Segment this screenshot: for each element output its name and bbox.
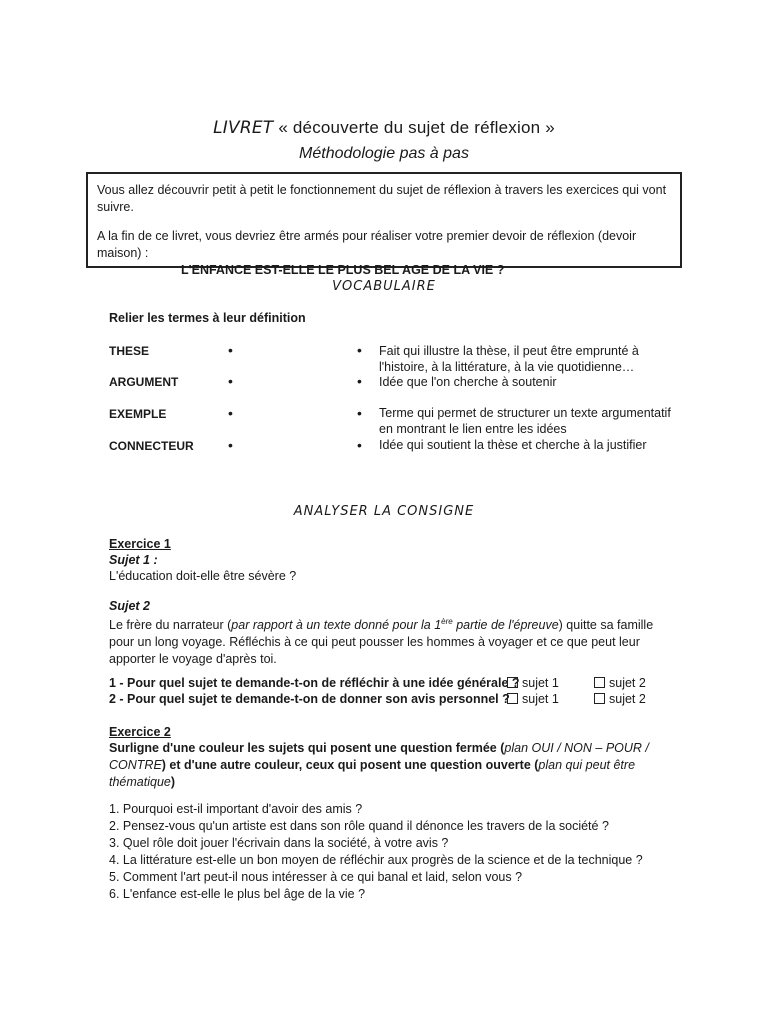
definition-bullet: •: [357, 342, 362, 358]
exercise-title: Exercice 2: [109, 725, 171, 739]
vocab-definition: Idée qui soutient la thèse et cherche à la justifier: [379, 438, 647, 452]
subject-text: L'éducation doit-elle être sévère ?: [109, 569, 297, 583]
vocab-term: THESE: [109, 344, 150, 358]
checkbox-icon: [594, 693, 605, 704]
subject-text: Le frère du narrateur (par rapport à un texte donné pour la 1ère partie de l'épreuve) quitte sa famille pour un long voyage. Réfléchis à ce qui peut pousser les hommes à voyager et ce que peut leur apporter le voyage d'après toi.: [109, 617, 654, 667]
term-bullet: •: [228, 437, 233, 453]
section-heading-analyser: ANALYSER LA CONSIGNE: [293, 504, 475, 519]
vocab-definition: Fait qui illustre la thèse, il peut être emprunté à l'histoire, à la littérature, à la vie quotidienne…: [379, 344, 639, 374]
question-list: [109, 801, 643, 903]
question: 1 - Pour quel sujet te demande-t-on de réfléchir à une idée générale ?: [109, 676, 520, 690]
exercise-instruction: Surligne d'une couleur les sujets qui posent une question fermée (plan OUI / NON – POUR / CONTRE) et d'une autre couleur, ceux qui posent une question ouverte (plan qui peut être thématique): [109, 741, 649, 789]
checkbox-sujet1-q1[interactable]: sujet 1: [507, 675, 559, 692]
list-item: 3. Quel rôle doit jouer l'écrivain dans la société, à votre avis ?: [109, 836, 449, 850]
vocab-definition: Terme qui permet de structurer un texte argumentatif en montrant le lien entre les idées: [379, 406, 671, 436]
vocab-term: CONNECTEUR: [109, 439, 194, 453]
subject-label: Sujet 2: [109, 599, 150, 613]
definition-bullet: •: [357, 437, 362, 453]
subject-label: Sujet 1 :: [109, 553, 158, 567]
exercise-title: Exercice 1: [109, 537, 171, 551]
list-item: 6. L'enfance est-elle le plus bel âge de la vie ?: [109, 887, 366, 901]
list-item: 4. La littérature est-elle un bon moyen de réfléchir aux progrès de la science et de la technique ?: [109, 853, 643, 867]
definition-bullet: •: [357, 405, 362, 421]
intro-paragraph: Vous allez découvrir petit à petit le fonctionnement du sujet de réflexion à travers les exercices qui vont suivre.: [97, 183, 667, 214]
checkbox-sujet2-q2[interactable]: sujet 2: [594, 691, 646, 708]
checkbox-icon: [507, 677, 518, 688]
term-bullet: •: [228, 373, 233, 389]
assignment-subject: L'ENFANCE EST-ELLE LE PLUS BEL AGE DE LA VIE ?: [181, 263, 505, 277]
intro-paragraph: A la fin de ce livret, vous devriez être armés pour réaliser votre premier devoir de réflexion (devoir maison) : L'ENFANCE EST-ELLE LE PLUS BEL AGE DE LA VIE ?: [97, 229, 637, 277]
intro-box: [86, 172, 682, 277]
checkbox-icon: [507, 693, 518, 704]
page-title: LIVRET « découverte du sujet de réflexion »: [213, 118, 555, 138]
checkbox-sujet2-q1[interactable]: sujet 2: [594, 675, 646, 692]
question: 2 - Pour quel sujet te demande-t-on de donner son avis personnel ?: [109, 692, 510, 706]
checkbox-sujet1-q2[interactable]: sujet 1: [507, 691, 559, 708]
list-item: 5. Comment l'art peut-il nous intéresser à ce qui banal et laid, selon vous ?: [109, 870, 523, 884]
vocab-definition: Idée que l'on cherche à soutenir: [379, 375, 557, 389]
term-bullet: •: [228, 405, 233, 421]
term-bullet: •: [228, 342, 233, 358]
section-heading-vocabulaire: VOCABULAIRE: [332, 279, 436, 294]
list-item: 1. Pourquoi est-il important d'avoir des amis ?: [109, 802, 363, 816]
vocab-term: ARGUMENT: [109, 375, 179, 389]
vocab-instruction: Relier les termes à leur définition: [109, 311, 306, 325]
vocab-term: EXEMPLE: [109, 407, 167, 421]
checkbox-icon: [594, 677, 605, 688]
list-item: 2. Pensez-vous qu'un artiste est dans son rôle quand il dénonce les travers de la société ?: [109, 819, 609, 833]
page-subtitle: Méthodologie pas à pas: [299, 145, 469, 162]
definition-bullet: •: [357, 373, 362, 389]
